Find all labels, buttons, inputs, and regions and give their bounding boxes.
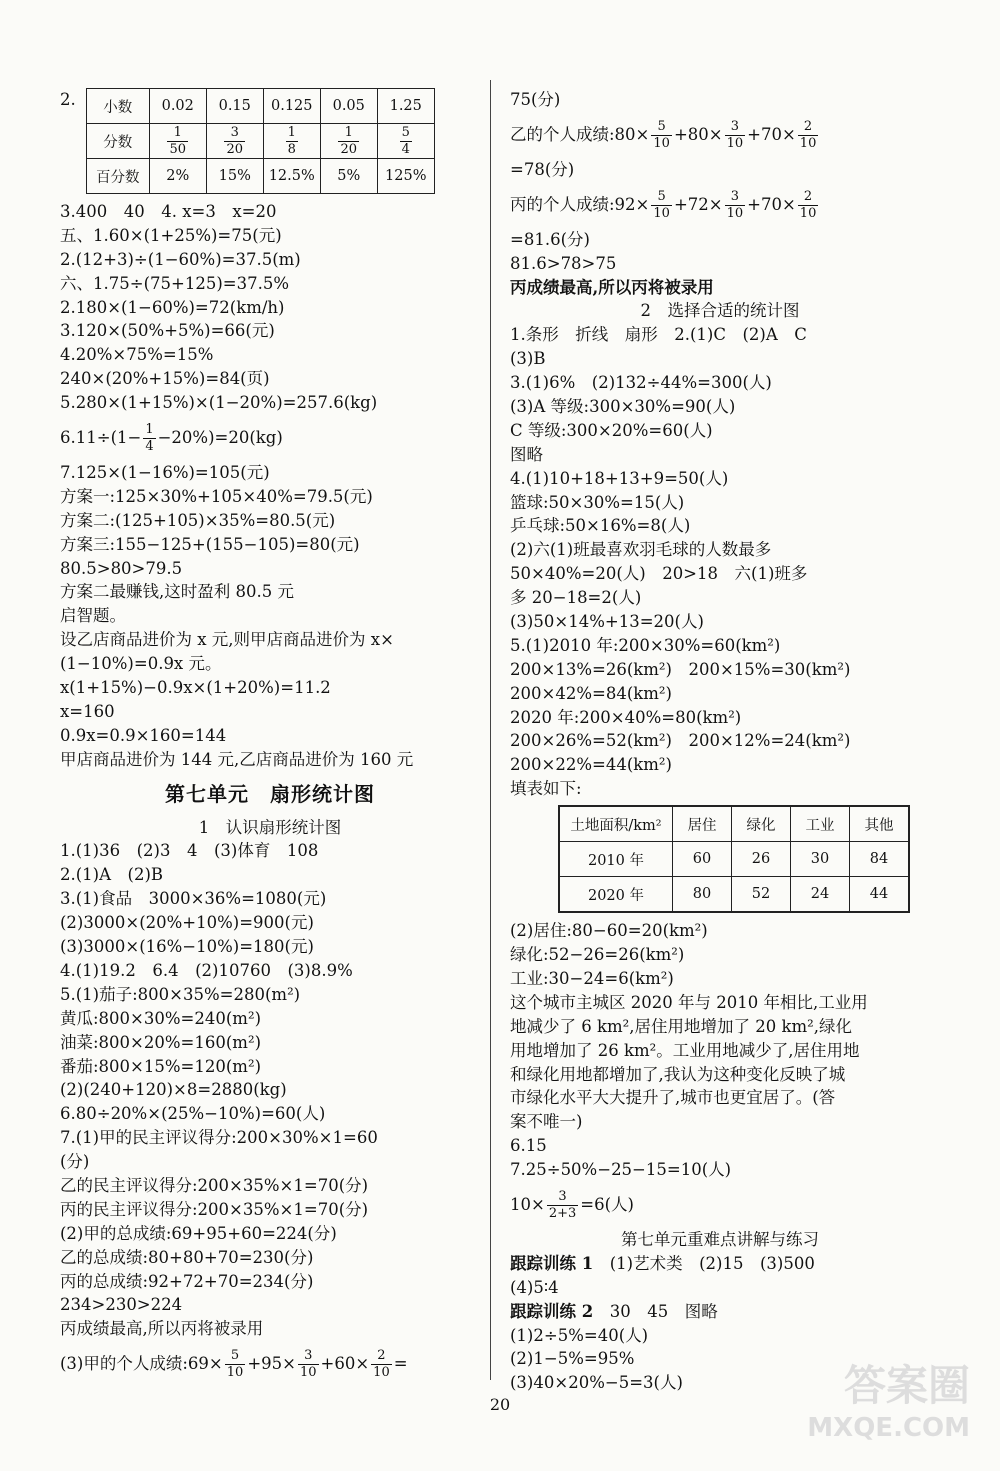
fraction [338,125,359,158]
denominator: 10 [653,135,670,151]
denominator: 10 [299,1365,317,1381]
answer-line: 甲店商品进价为 144 元,乙店商品进价为 160 元 [60,749,414,769]
answer-line: (1−10%)=0.9x 元。 [60,654,222,674]
answer-line: 200×22%=44(km²) [510,755,672,775]
answer-line: (3)3000×(16%−10%)=180(元) [60,937,314,957]
denominator: 10 [226,1365,244,1381]
unit-title: 第七单元 扇形统计图 [165,781,375,806]
numerator: 1 [167,125,188,142]
answer-line: 这个城市主城区 2020 年与 2010 年相比,工业用 [510,992,868,1012]
answer-line: 2.(1)A (2)B [60,865,164,885]
exercise-label: 跟踪训练 1 [510,1253,594,1273]
fraction [547,1189,578,1222]
answer-line: 方案三:155−125+(155−105)=80(元) [60,534,360,554]
answer-line: 多 20−18=2(人) [510,588,642,608]
table-cell: 0.02 [149,89,206,124]
table-header-cell: 土地面积/km² [559,806,673,842]
answer-line: 3.(1)6% (2)132÷44%=300(人) [510,373,772,393]
exercise-label: 跟踪训练 2 [510,1301,594,1321]
text: +72× [673,194,723,214]
table-cell [377,124,434,159]
answer-line: 81.6>78>75 [510,253,617,273]
fraction [400,125,412,158]
table-cell: 2020 年 [559,877,673,913]
table-cell: 80 [673,877,732,913]
answer-line: 启智题。 [60,606,126,626]
answer-line: (2)甲的总成绩:69+95+60=224(分) [60,1223,337,1243]
section-title: 1 认识扇形统计图 [198,817,342,837]
table-row [86,159,434,194]
numerator: 5 [225,1348,246,1365]
answer-line: 图略 [510,444,543,464]
table-cell: 24 [791,877,850,913]
denominator: 4 [401,141,410,157]
denominator: 10 [799,135,817,151]
numerator: 3 [298,1348,319,1365]
answer-line: 填表如下: [510,779,582,799]
text: +70× [747,194,796,214]
answer-line: 黄瓜:800×30%=240(m²) [60,1008,262,1028]
answer-line: 1.条形 折线 扇形 2.(1)C (2)A C [510,325,807,345]
answer-line: 1.(1)36 (2)3 4 (3)体育 108 [60,841,319,861]
fraction [167,125,188,158]
answer-line: 篮球:50×30%=15(人) [510,492,685,512]
numerator: 5 [651,189,672,206]
left-column [60,88,480,1387]
table-row [86,124,434,159]
table-cell [320,124,377,159]
text: 6.11÷(1− [60,428,142,448]
answer-line: (4)5∶4 [510,1277,559,1297]
text: (3)甲的个人成绩:69× [60,1354,223,1374]
fraction [143,422,155,455]
denominator: 50 [169,141,187,157]
answer-line-bing [510,182,930,228]
answer-line: (2)(240+120)×8=2880(kg) [60,1080,287,1100]
table-cell: 5% [320,159,377,194]
table-cell: 44 [850,877,910,913]
fraction [224,125,245,158]
answer-line-jia [60,1341,480,1387]
text: +60× [320,1354,370,1374]
denominator: 10 [799,205,817,221]
answer-line: 工业:30−24=6(km²) [510,968,674,988]
numerator: 1 [145,422,154,438]
answer-line: 丙的民主评议得分:200×35%×1=70(分) [60,1199,369,1219]
answer-line: 4.(1)19.2 6.4 (2)10760 (3)8.9% [60,960,353,980]
numerator: 5 [651,119,672,136]
answer-line: (分) [60,1152,90,1172]
answer-line: 2.180×(1−60%)=72(km/h) [60,297,285,317]
answer-line: 油菜:800×20%=160(m²) [60,1032,262,1052]
answer-line: 乒乓球:50×16%=8(人) [510,516,691,536]
table-cell [149,124,206,159]
numerator: 3 [725,189,746,206]
table-cell: 12.5% [263,159,320,194]
answer-line: 方案一:125×30%+105×40%=79.5(元) [60,486,373,506]
answer-lines-b [510,323,930,801]
right-column [510,88,930,1395]
answer-line: 和绿化用地都增加了,我认为这种变化反映了城 [510,1064,846,1084]
numerator: 3 [547,1189,578,1206]
fraction [225,1348,246,1381]
numerator: 2 [798,119,819,136]
answer-line: 80.5>80>79.5 [60,558,183,578]
answer-line: 200×42%=84(km²) [510,683,672,703]
answer-line: 4.(1)10+18+13+9=50(人) [510,468,729,488]
numerator: 5 [401,124,410,140]
answer-lines-a [60,200,480,415]
numerator: 3 [725,119,746,136]
answer-line: 地减少了 6 km²,居住用地增加了 20 km²,绿化 [510,1016,852,1036]
answer-line: 75(分) [510,90,561,109]
answer-lines-c [510,919,930,1182]
answer-line: C 等级:300×20%=60(人) [510,420,713,440]
table-cell: 0.05 [320,89,377,124]
answer-line: 200×13%=26(km²) 200×15%=30(km²) [510,659,851,679]
section-title: 2 选择合适的统计图 [640,301,800,321]
table-cell: 1.25 [377,89,434,124]
text: −20%)=20(kg) [157,428,283,448]
denominator: 8 [287,141,296,157]
table-cell [206,124,263,159]
land-area-table [558,805,910,913]
denominator: 10 [726,205,744,221]
table-cell: 0.15 [206,89,263,124]
table-cell: 0.125 [263,89,320,124]
table-cell: 小数 [86,89,149,124]
fraction [798,119,819,152]
answer-lines-c [60,839,480,1341]
answer-line: 5.(1)茄子:800×35%=280(m²) [60,984,301,1004]
table-cell: 2% [149,159,206,194]
page-number: 20 [489,1395,511,1414]
text: 丙的个人成绩:92× [510,194,650,214]
text: +95× [247,1354,296,1374]
fraction [798,189,819,222]
answer-line: 5.(1)2010 年:200×30%=60(km²) [510,635,781,655]
fraction [725,189,746,222]
answer-line: 3.400 40 4. x=3 x=20 [60,202,277,221]
denominator: 20 [226,141,244,157]
table-cell: 125% [377,159,434,194]
answer-line: 7.(1)甲的民主评议得分:200×30%×1=60 [60,1128,378,1148]
table-cell: 15% [206,159,263,194]
watermark-url: MXQE.COM [807,1413,970,1443]
text: +70× [747,124,796,144]
numerator: 1 [338,125,359,142]
table-header-cell: 其他 [850,806,910,842]
answer-lines-b [60,461,480,772]
answer-line: 乙的总成绩:80+80+70=230(分) [60,1247,314,1267]
table-cell: 2010 年 [559,842,673,877]
fraction [725,119,746,152]
answer-line: 200×26%=52(km²) 200×12%=24(km²) [510,731,851,751]
answer-line: =81.6(分) [510,229,590,249]
text: 30 45 图略 [609,1301,718,1321]
answer-line: 4.20%×75%=15% [60,345,214,365]
denominator: 10 [653,205,670,221]
answer-line: (1)2÷5%=40(人) [510,1325,649,1345]
watermark-text: 答案圈 [843,1361,970,1410]
answer-line: 7.125×(1−16%)=105(元) [60,463,270,483]
numerator: 1 [287,124,296,140]
answer-line: 丙成绩最高,所以丙将被录用 [60,1319,264,1339]
answer-line: (2)3000×(20%+10%)=900(元) [60,913,314,933]
answer-line-q7b [510,1182,930,1228]
answer-line: 3.(1)食品 3000×36%=1080(元) [60,889,327,909]
table-cell: 52 [732,877,791,913]
fraction [371,1348,392,1381]
table-row [559,842,909,877]
answer-line: 240×(20%+15%)=84(页) [60,369,270,389]
numerator: 2 [371,1348,392,1365]
text: +80× [673,124,723,144]
table-cell: 84 [850,842,910,877]
denominator: 20 [340,141,358,157]
answer-line: 0.9x=0.9×160=144 [60,725,227,745]
watermark-logo [807,1353,970,1443]
table-header-row [559,806,909,842]
answer-line-q6 [60,415,480,461]
answer-line: (2)居住:80−60=20(km²) [510,921,708,941]
answer-line: (3)B [510,349,546,369]
answer-line: (3)50×14%+13=20(人) [510,612,704,632]
answer-line: (2)1−5%=95% [510,1349,635,1369]
answer-line: 5.280×(1+15%)×(1−20%)=257.6(kg) [60,393,378,413]
text: 10× [510,1194,545,1214]
table-cell: 26 [732,842,791,877]
answer-line: 方案二:(125+105)×35%=80.5(元) [60,510,336,530]
table-row [559,877,909,913]
denominator: 10 [726,135,744,151]
answer-line-yi [510,112,930,158]
answer-line: 50×40%=20(人) 20>18 六(1)班多 [510,564,808,584]
answer-line: x=160 [60,701,115,721]
answer-line: 2.(12+3)÷(1−60%)=37.5(m) [60,249,301,269]
answer-line: 6.15 [510,1136,547,1156]
tracking-exercise-2 [510,1300,930,1324]
fraction [286,125,298,158]
answer-line: 绿化:52−26=26(km²) [510,945,685,965]
section-title: 第七单元重难点讲解与练习 [621,1229,819,1249]
column-divider [490,80,491,1380]
answer-line: 案不唯一) [510,1112,583,1132]
answer-line: 用地增加了 26 km²。工业用地减少了,居住用地 [510,1040,860,1060]
answer-line: 3.120×(50%+5%)=66(元) [60,321,275,341]
denominator: 10 [373,1365,390,1381]
answer-line: 方案二最赚钱,这时盈利 80.5 元 [60,582,294,602]
answer-line: 6.80÷20%×(25%−10%)=60(人) [60,1104,326,1124]
tracking-exercise-1 [510,1252,930,1276]
denominator: 4 [145,439,154,455]
answer-lines-a [510,252,930,300]
answer-line: 234>230>224 [60,1295,183,1315]
numerator: 2 [798,189,819,206]
answer-line: x(1+15%)−0.9x×(1+20%)=11.2 [60,678,331,698]
answer-line: 丙成绩最高,所以丙将被录用 [510,277,714,297]
answer-line: (3)A 等级:300×30%=90(人) [510,397,736,417]
table-cell [263,124,320,159]
answer-line: 7.25÷50%−25−15=10(人) [510,1160,732,1180]
answer-line: (2)六(1)班最喜欢羽毛球的人数最多 [510,540,772,560]
table-cell: 30 [791,842,850,877]
answer-line: =78(分) [510,159,575,179]
table-header-cell: 工业 [791,806,850,842]
denominator: 2+3 [548,1205,577,1221]
answer-line: 设乙店商品进价为 x 元,则甲店商品进价为 x× [60,630,394,650]
numerator: 3 [224,125,245,142]
answer-line: 市绿化水平大大提升了,城市也更宜居了。(答 [510,1088,836,1108]
fraction [651,119,672,152]
text: = [393,1354,408,1374]
answer-line: 五、1.60×(1+25%)=75(元) [60,225,282,245]
table-cell: 60 [673,842,732,877]
answer-line: 番茄:800×15%=120(m²) [60,1056,262,1076]
text: (1)艺术类 (2)15 (3)500 [609,1253,815,1273]
answer-line: 六、1.75÷(75+125)=37.5% [60,273,289,293]
table-header-cell: 居住 [673,806,732,842]
table-cell: 百分数 [86,159,149,194]
answer-line: 乙的民主评议得分:200×35%×1=70(分) [60,1175,369,1195]
table-row [86,89,434,124]
question-number: 2. [60,90,76,109]
answer-line: (3)40×20%−5=3(人) [510,1373,683,1393]
answer-line: 丙的总成绩:92+72+70=234(分) [60,1271,314,1291]
table-cell: 分数 [86,124,149,159]
fraction [651,189,672,222]
text: =6(人) [580,1194,634,1214]
fraction [298,1348,319,1381]
decimal-fraction-percent-table [86,88,435,194]
table-header-cell: 绿化 [732,806,791,842]
answer-line: 2020 年:200×40%=80(km²) [510,707,742,727]
text: 乙的个人成绩:80× [510,124,650,144]
